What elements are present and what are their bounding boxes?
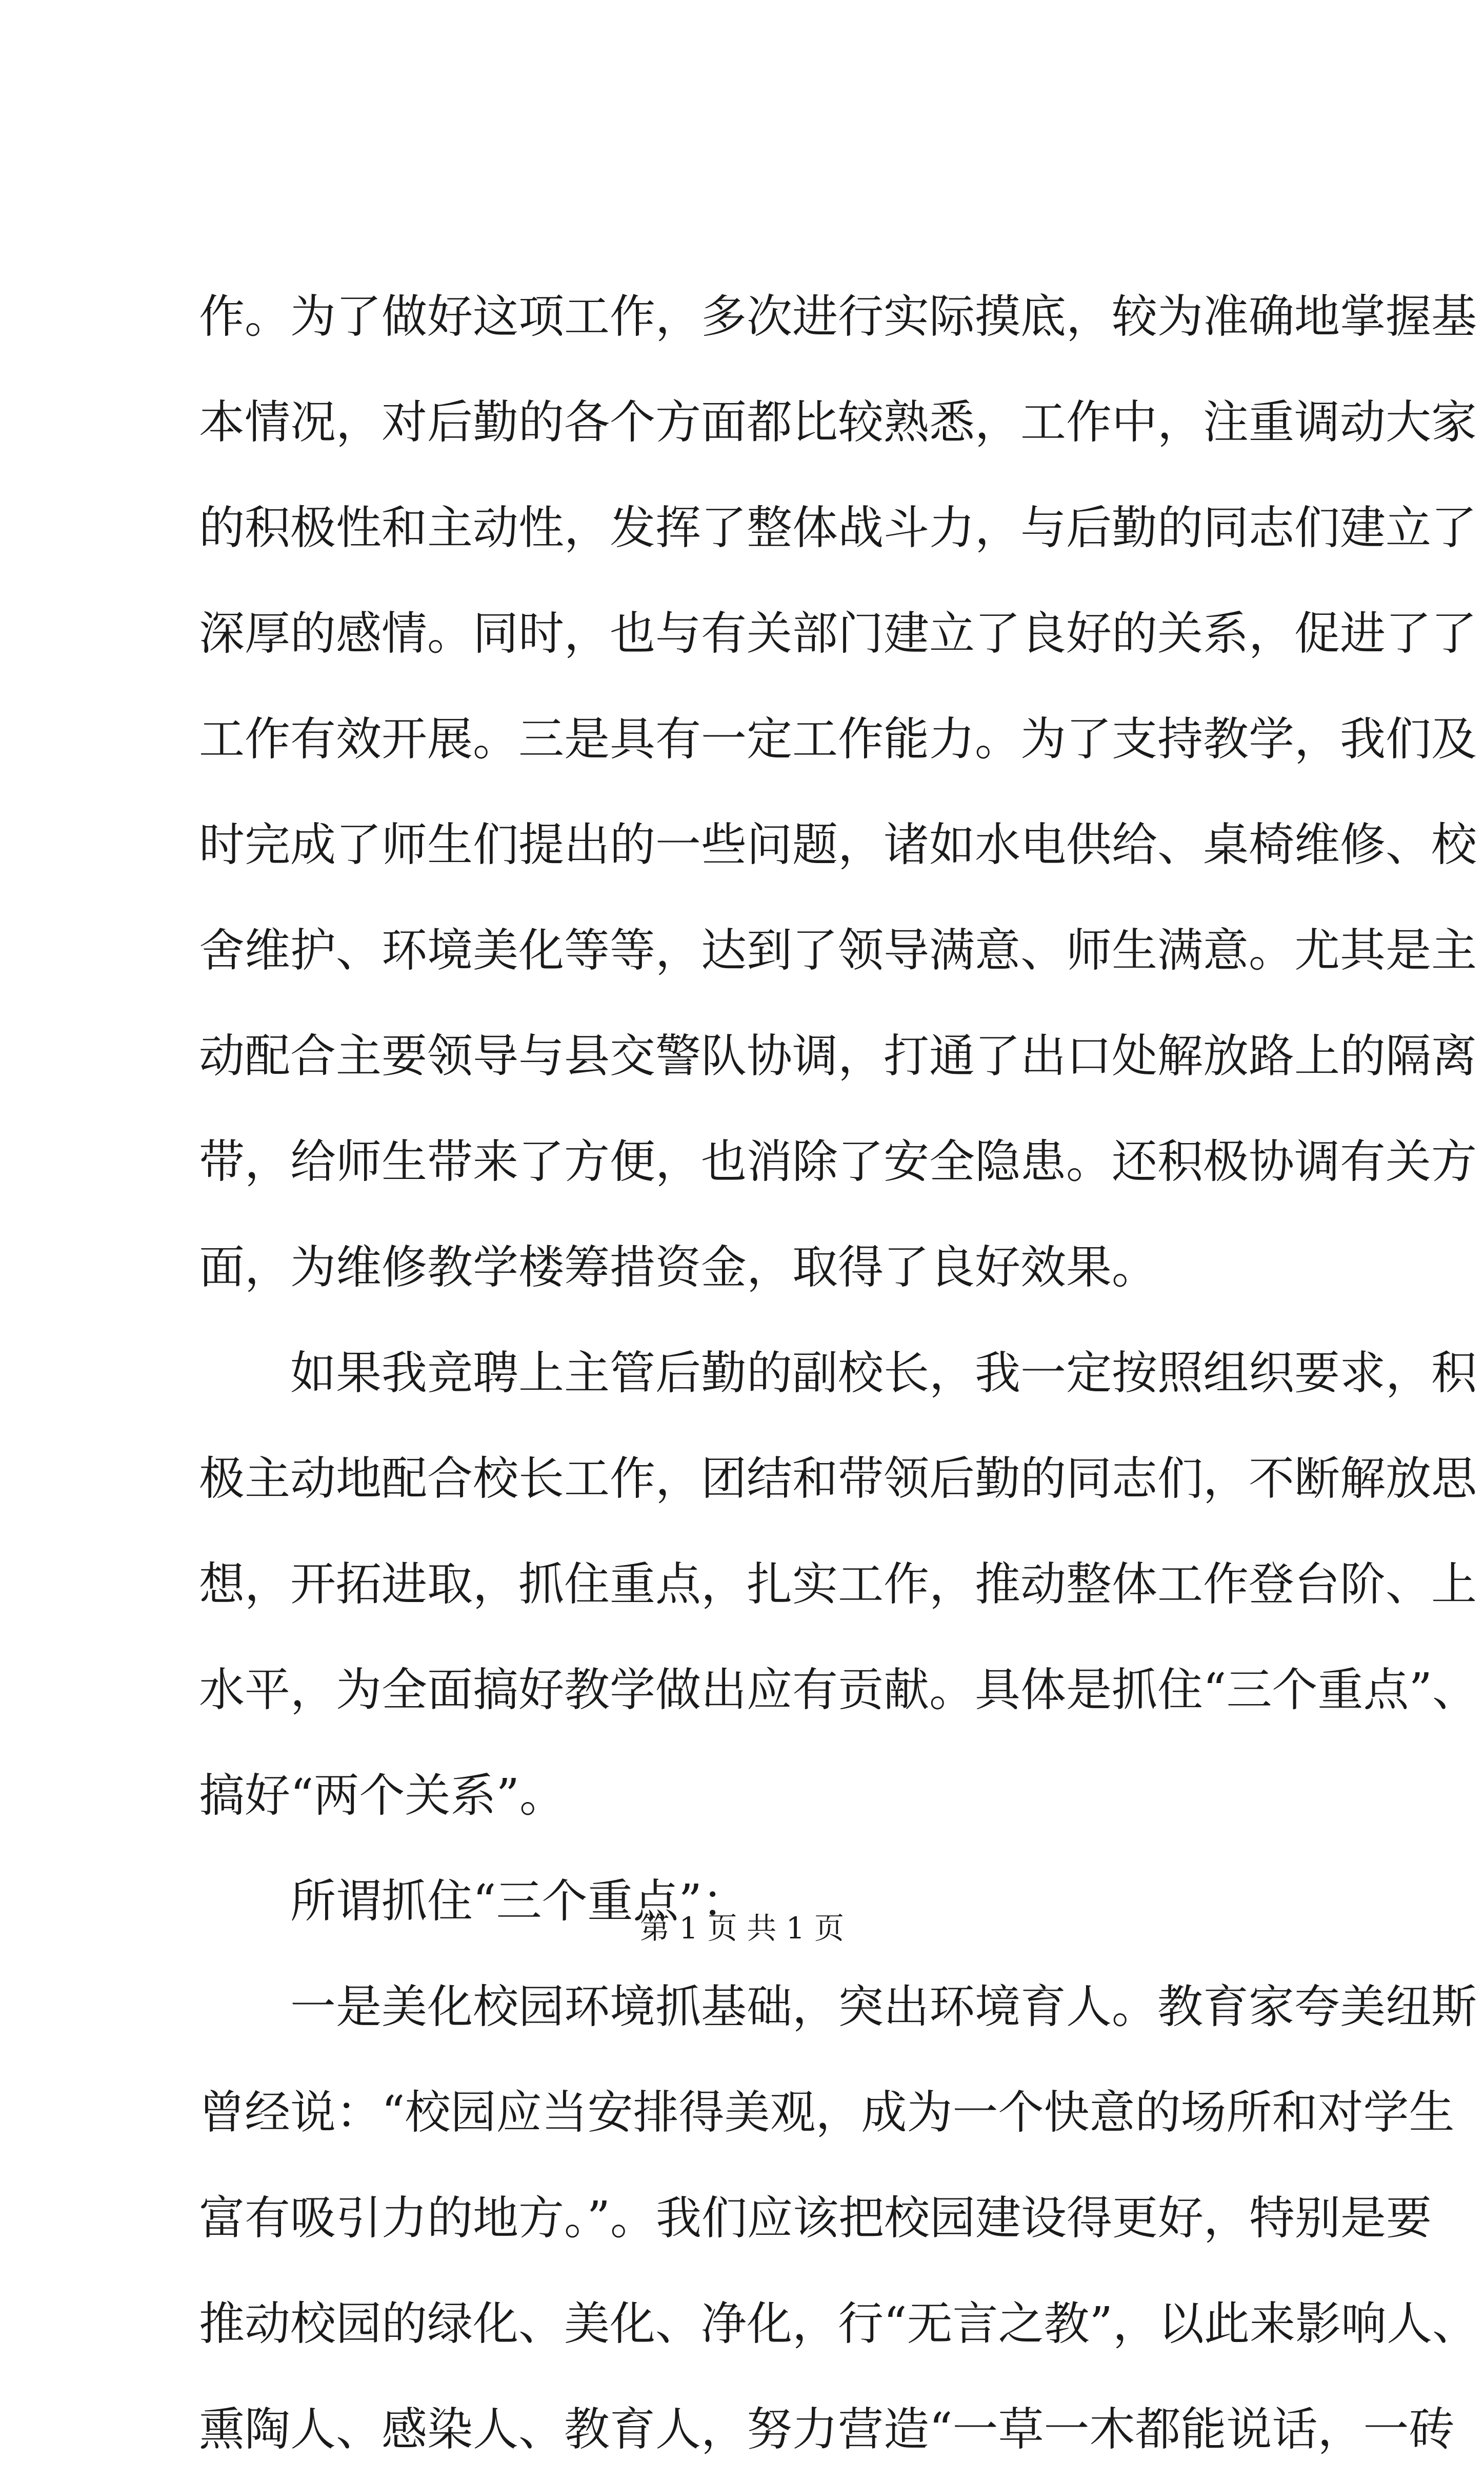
text-line: 一是美化校园环境抓基础，突出环境育人。教育家夸美纽斯 [290, 1980, 1477, 2033]
page-footer: 第 1 页 共 1 页 [640, 1911, 844, 1946]
text-line: 的积极性和主动性，发挥了整体战斗力，与后勤的同志们建立了 [199, 501, 1477, 554]
document-body [199, 264, 1478, 2482]
text-line: 工作有效开展。三是具有一定工作能力。为了支持教学，我们及 [199, 712, 1477, 766]
text-line: 搞好“两个关系”。 [199, 1769, 565, 1822]
text-line: 熏陶人、感染人、教育人，努力营造“一草一木都能说话，一砖 [199, 2403, 1455, 2456]
text-line: 舍维护、环境美化等等，达到了领导满意、师生满意。尤其是主 [199, 924, 1477, 977]
text-line: 深厚的感情。同时，也与有关部门建立了良好的关系，促进了了 [199, 607, 1477, 660]
text-line: 曾经说：“校园应当安排得美观，成为一个快意的场所和对学生 [199, 2086, 1455, 2139]
text-line: 想，开拓进取，抓住重点，扎实工作，推动整体工作登台阶、上 [199, 1557, 1477, 1611]
text-line: 所谓抓住“三个重点”： [290, 1874, 748, 1928]
text-line: 极主动地配合校长工作，团结和带领后勤的同志们，不断解放思 [199, 1452, 1477, 1505]
text-line: 本情况，对后勤的各个方面都比较熟悉，工作中，注重调动大家 [199, 395, 1477, 449]
text-line: 面，为维修教学楼筹措资金，取得了良好效果。 [199, 1240, 1157, 1294]
text-line: 带，给师生带来了方便，也消除了安全隐患。还积极协调有关方 [199, 1135, 1477, 1188]
text-line: 如果我竞聘上主管后勤的副校长，我一定按照组织要求，积 [290, 1346, 1477, 1399]
text-line: 动配合主要领导与县交警队协调，打通了出口处解放路上的隔离 [199, 1029, 1477, 1083]
text-line: 富有吸引力的地方。”。我们应该把校园建设得更好，特别是要 [199, 2191, 1432, 2245]
text-line: 水平，为全面搞好教学做出应有贡献。具体是抓住“三个重点”、 [199, 1663, 1478, 1716]
text-line: 推动校园的绿化、美化、净化，行“无言之教”，以此来影响人、 [199, 2297, 1478, 2350]
text-line: 作。为了做好这项工作，多次进行实际摸底，较为准确地掌握基 [199, 290, 1477, 343]
text-line: 时完成了师生们提出的一些问题，诸如水电供给、桌椅维修、校 [199, 818, 1477, 871]
